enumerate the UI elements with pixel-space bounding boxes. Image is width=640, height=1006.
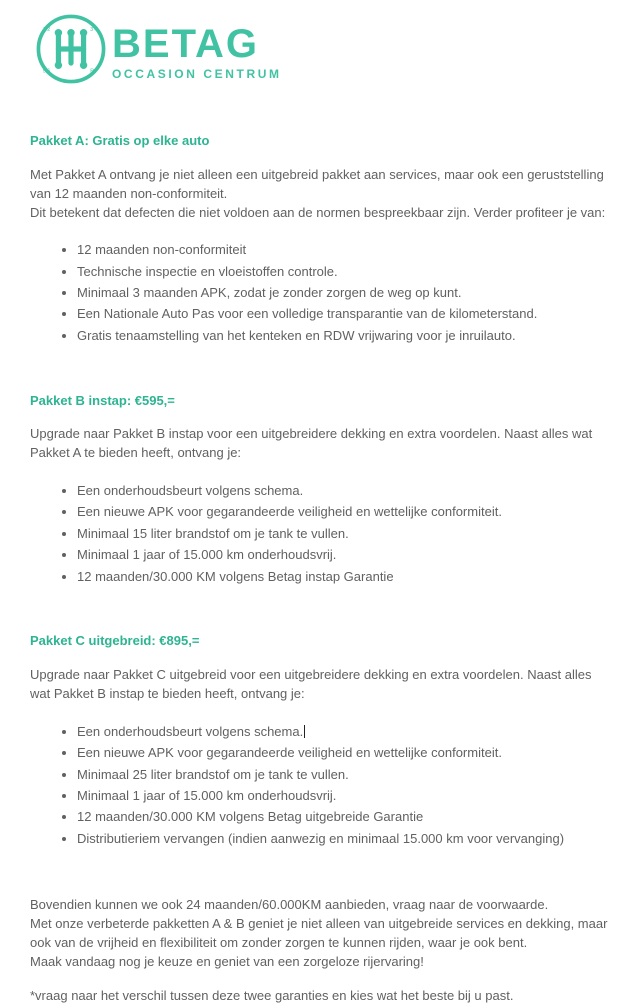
paragraph: Upgrade naar Pakket B instap voor een uitgebreidere dekking en extra voordelen. Naast alles wat Pakket A te bieden heeft, ontvang je:: [30, 426, 593, 461]
bullet-item: • Distributieriem vervangen (indien aanwezig en minimaal 15.000 km voor vervanging): [77, 830, 610, 849]
section-pakket-a: [30, 132, 610, 346]
brand-logo: [0, 0, 640, 86]
section-pakket-c: [30, 632, 610, 848]
bullet-list: [30, 482, 610, 586]
bullet-item: • 12 maanden/30.000 KM volgens Betag instap Garantie: [77, 568, 610, 587]
bullet-item: • Technische inspectie en vloeistoffen controle.: [77, 263, 610, 282]
bullet-item: • Minimaal 25 liter brandstof om je tank te vullen.: [77, 766, 610, 785]
section-heading: Pakket C uitgebreid: €895,=: [30, 633, 200, 649]
document-content: [0, 132, 640, 1006]
paragraph: Bovendien kunnen we ook 24 maanden/60.000KM aanbieden, vraag naar de voorwaarde.: [30, 897, 549, 913]
bullet-list: [30, 723, 610, 849]
bullet-item: • 12 maanden non-conformiteit: [77, 241, 610, 260]
paragraph-block: [30, 666, 610, 704]
bullet-item: • Een Nationale Auto Pas voor een volledige transparantie van de kilometerstand.: [77, 305, 610, 324]
paragraph-block: [30, 166, 610, 223]
bullet-item: • Een onderhoudsbeurt volgens schema.: [77, 723, 610, 742]
bullet-item: • 12 maanden/30.000 KM volgens Betag uitgebreide Garantie: [77, 808, 610, 827]
paragraph: Met onze verbeterde pakketten A & B geniet je niet alleen van uitgebreide services en dekking, maar ook van de vrijheid en flexibiliteit om zonder zorgen te kunnen rijden, waar je ook bent.: [30, 916, 608, 951]
section-heading: Pakket A: Gratis op elke auto: [30, 133, 210, 148]
svg-text:3 4: 3 4: [90, 27, 98, 34]
bullet-item: • Een onderhoudsbeurt volgens schema.: [77, 482, 610, 501]
gearshift-icon: [34, 12, 108, 86]
paragraph: Upgrade naar Pakket C uitgebreid voor een uitgebreidere dekking en extra voordelen. Naast alles wat Pakket B instap te bieden heeft, ontvang je:: [30, 667, 592, 702]
brand-text: [112, 18, 282, 81]
paragraph: Dit betekent dat defecten die niet voldoen aan de normen bespreekbaar zijn. Verder profiteer je van:: [30, 204, 606, 220]
bullet-item: • Een nieuwe APK voor gegarandeerde veiligheid en wettelijke conformiteit.: [77, 744, 610, 763]
section-heading: Pakket B instap: €595,=: [30, 392, 175, 408]
brand-name: BETAG: [112, 21, 260, 66]
bullet-item: • Minimaal 1 jaar of 15.000 km onderhoudsvrij.: [77, 787, 610, 806]
section-pakket-b: [30, 392, 610, 587]
svg-text:1 2: 1 2: [42, 27, 51, 34]
paragraph: Met Pakket A ontvang je niet alleen een uitgebreid pakket aan services, maar ook een geruststelling van 12 maanden non-conformiteit.: [30, 166, 604, 201]
closing-paragraphs: [30, 896, 610, 971]
brand-subtitle: OCCASION CENTRUM: [112, 66, 282, 81]
svg-text:5 6: 5 6: [42, 68, 51, 75]
bullet-item: • Gratis tenaamstelling van het kenteken en RDW vrijwaring voor je inruilauto.: [77, 327, 610, 346]
text-cursor: [304, 725, 305, 738]
bullet-list: [30, 241, 610, 345]
bullet-item: • Een nieuwe APK voor gegarandeerde veiligheid en wettelijke conformiteit.: [77, 503, 610, 522]
footnote: *vraag naar het verschil tussen deze twee garanties en kies wat het beste bij u past.: [30, 987, 514, 1003]
bullet-item: • Minimaal 15 liter brandstof om je tank te vullen.: [77, 525, 610, 544]
paragraph: Maak vandaag nog je keuze en geniet van een zorgeloze rijervaring!: [30, 953, 424, 969]
paragraph-block: [30, 425, 610, 463]
bullet-item: • Minimaal 3 maanden APK, zodat je zonder zorgen de weg op kunt.: [77, 284, 610, 303]
bullet-item: • Minimaal 1 jaar of 15.000 km onderhoudsvrij.: [77, 546, 610, 565]
svg-text:R: R: [90, 68, 94, 75]
